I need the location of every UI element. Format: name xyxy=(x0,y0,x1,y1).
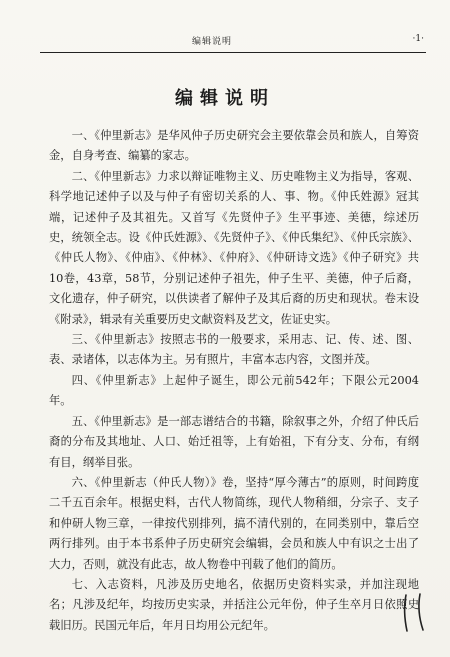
paragraph-6: 六、《仲里新志（仲氏人物）》卷，坚持“厚今薄古”的原则，时间跨度二千五百余年。根据史料，古代人物简练，现代人物稍细，分宗子、支子和仲研人物三章，一律按代别排列，搞不清代别的，在同类别中，靠后空两行排列。由于本书系仲子历史研究会编辑，会员和族人中有识之士出了大力，否则，就没有此志，故人物卷中刊载了他们的简历。 xyxy=(49,475,419,571)
paragraph-5: 五、《仲里新志》是一部志谱结合的书籍，除叙事之外，介绍了仲氏后裔的分布及其地址、人口、始迁祖等，上有始祖，下有分支、分布，有纲有目，纲举目张。 xyxy=(49,414,419,469)
paragraph-7: 七、入志资料，凡涉及历史地名，依据历史资料实录，并加注现地名；凡涉及纪年，均按历史实录，并括注公元年份，仲子生卒月日依照史载旧历。民国元年后，年月日均用公元纪年。 xyxy=(49,577,419,632)
paragraph-4: 四、《仲里新志》上起仲子诞生，即公元前542年；下限公元2004年。 xyxy=(49,373,419,408)
body-text xyxy=(49,126,419,636)
page-number: ·1· xyxy=(412,34,424,44)
paragraph-1: 一、《仲里新志》是华风仲子历史研究会主要依靠会员和族人，自筹资金，自身考查、编纂的家志。 xyxy=(49,129,419,163)
running-header-title: 编辑说明 xyxy=(192,37,233,47)
paragraph-3: 三、《仲里新志》按照志书的一般要求，采用志、记、传、述、图、表、录诸体，以志体为主。另有照片，丰富本志内容，文图并茂。 xyxy=(49,333,419,367)
document-title: 编辑说明 xyxy=(175,88,275,109)
running-header xyxy=(42,34,424,52)
header-rule xyxy=(40,52,426,53)
handwritten-annotation xyxy=(394,591,434,635)
paragraph-2: 二、《仲里新志》力求以辩证唯物主义、历史唯物主义为指导，客观、科学地记述仲子以及与仲子有密切关系的人、事、物。《仲氏姓源》冠其端，记述仲子及其祖先。又首写《先贤仲子》生平事迹、美德，综述历史，统领全志。设《仲氏姓源》、《先贤仲子》、《仲氏集纪》、《仲氏宗族》、《仲氏人物》、《仲庙》、《仲林》、《仲府》、《仲研诗文选》《仲子研究》共10卷，43章，58节，分别记述仲子祖先，仲子生平、美德，仲子后裔，文化遗存，仲子研究，以供读者了解仲子及其后裔的历史和现状。卷末设《附录》，辑录有关重要历史文献资料及艺文，佐证史实。 xyxy=(49,169,419,326)
